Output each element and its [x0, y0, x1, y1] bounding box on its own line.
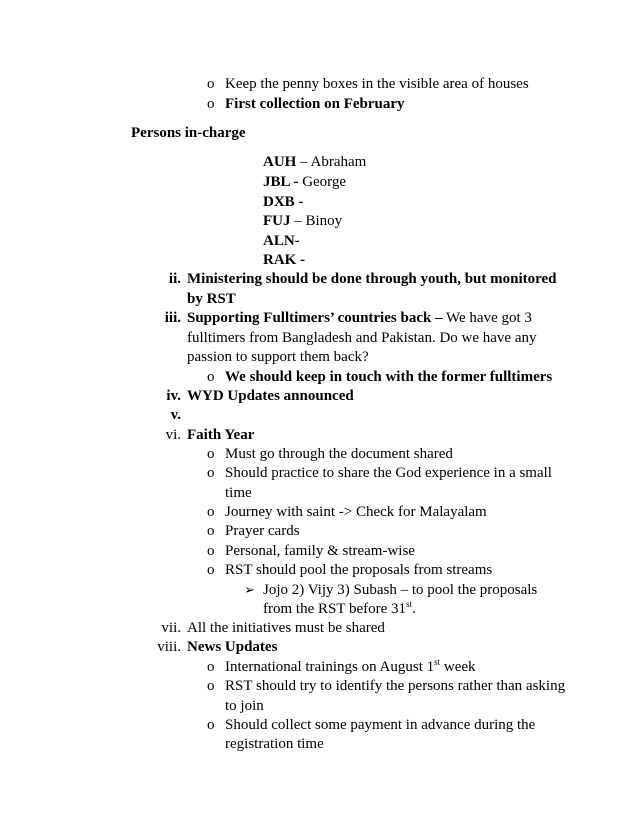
bullet-circle: o [207, 562, 215, 578]
list-item: Should practice to share the God experience in a small [225, 465, 552, 481]
list-item: RST should pool the proposals from streams [225, 562, 493, 578]
bullet-circle: o [207, 369, 215, 385]
bullet-circle: o [207, 543, 215, 559]
person-row: DXB - [263, 194, 304, 210]
bullet-circle: o [207, 678, 215, 694]
list-item: Should collect some payment in advance during the [225, 717, 536, 733]
list-item: Must go through the document shared [225, 446, 453, 462]
list-item: RST should try to identify the persons rather than asking [225, 678, 566, 694]
list-item: WYD Updates announced [187, 388, 354, 404]
person-row: JBL - George [263, 174, 347, 190]
list-item-continuation: registration time [225, 736, 324, 752]
bullet-circle: o [207, 446, 215, 462]
person-row: FUJ – Binoy [263, 213, 343, 229]
list-item: Jojo 2) Vijy 3) Subash – to pool the proposals [263, 582, 538, 598]
list-item: We should keep in touch with the former fulltimers [225, 369, 553, 385]
list-item: Prayer cards [225, 523, 300, 539]
list-item-continuation: fulltimers from Bangladesh and Pakistan. Do we have any [187, 330, 537, 346]
list-item: News Updates [187, 639, 278, 655]
list-item: Personal, family & stream-wise [225, 543, 415, 559]
list-marker: vii. [161, 620, 181, 636]
list-marker: vi. [165, 427, 181, 443]
bullet-circle: o [207, 523, 215, 539]
list-marker: v. [170, 407, 181, 423]
list-item: Faith Year [187, 427, 255, 443]
list-marker: iv. [166, 388, 181, 404]
bullet-circle: o [207, 96, 215, 112]
bullet-circle: o [207, 659, 215, 675]
list-item: Keep the penny boxes in the visible area of houses [225, 76, 529, 92]
list-item: Journey with saint -> Check for Malayalam [225, 504, 487, 520]
list-marker: iii. [164, 310, 181, 326]
list-item: First collection on February [225, 96, 405, 112]
list-item-continuation: from the RST before 31st. [263, 599, 416, 617]
arrow-bullet-icon: ➢ [244, 583, 255, 598]
list-marker: viii. [157, 639, 181, 655]
person-row: AUH – Abraham [263, 154, 367, 170]
list-item: All the initiatives must be shared [187, 620, 385, 636]
list-item: Supporting Fulltimers’ countries back – We have got 3 [187, 310, 532, 326]
list-item: Ministering should be done through youth, but monitored [187, 271, 557, 287]
list-marker: ii. [168, 271, 181, 287]
persons-heading: Persons in-charge [131, 125, 246, 141]
bullet-circle: o [207, 717, 215, 733]
bullet-circle: o [207, 465, 215, 481]
list-item-continuation: passion to support them back? [187, 349, 369, 365]
bullet-circle: o [207, 76, 215, 92]
list-item: International trainings on August 1st week [225, 657, 476, 675]
list-item-continuation: time [225, 485, 252, 501]
person-row: RAK - [263, 252, 306, 268]
person-row: ALN- [263, 233, 300, 249]
bullet-circle: o [207, 504, 215, 520]
list-item-continuation: to join [225, 698, 264, 714]
list-item-continuation: by RST [187, 291, 236, 307]
